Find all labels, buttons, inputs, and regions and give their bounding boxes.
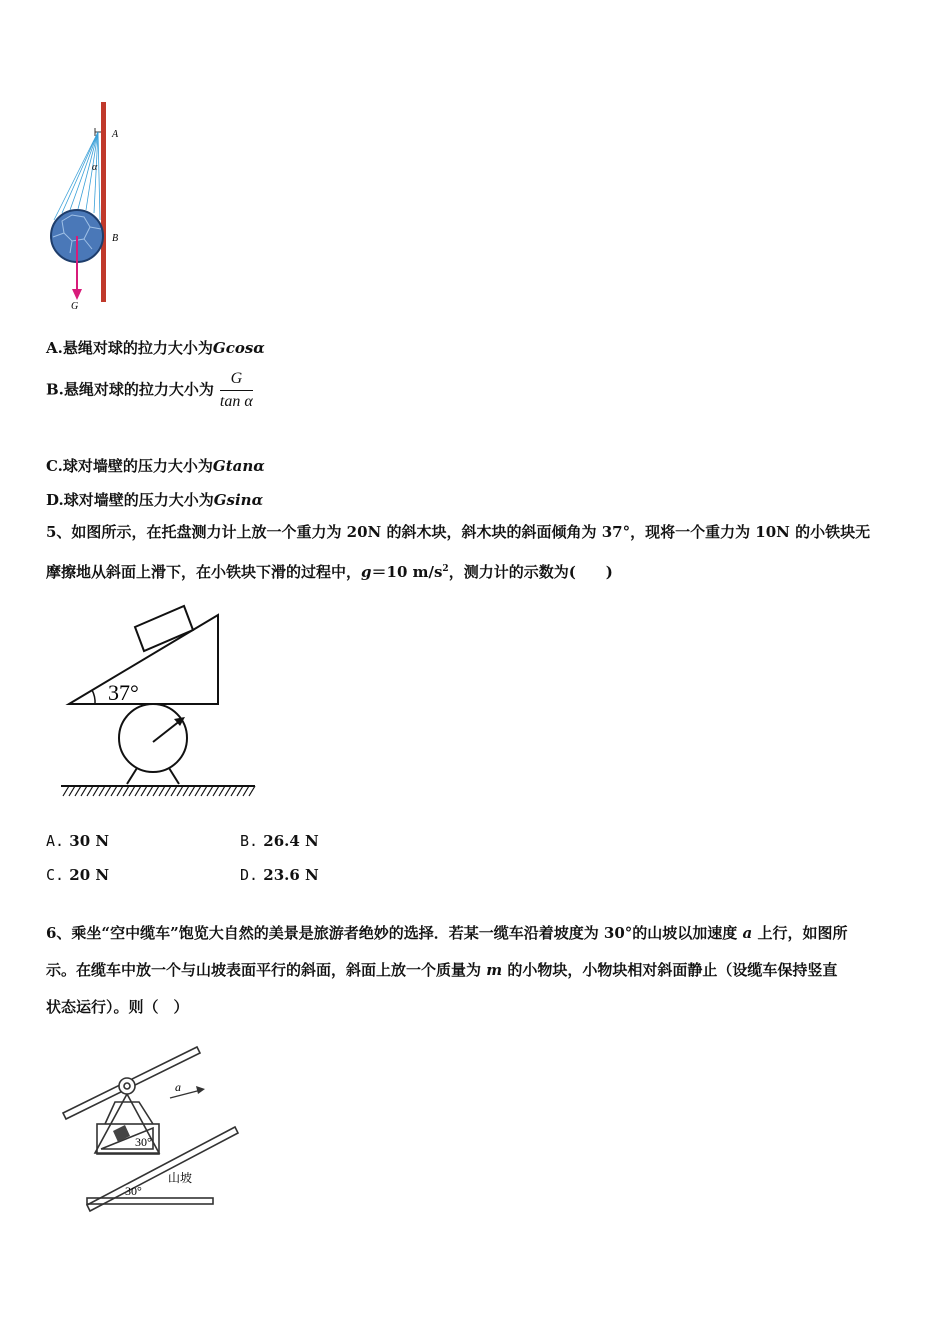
label-a: A <box>112 129 119 140</box>
hatch-mark <box>249 786 255 796</box>
hatch-mark <box>231 786 237 796</box>
accel-arrow <box>196 1086 205 1094</box>
wall <box>101 102 106 302</box>
hatch-mark <box>201 786 207 796</box>
scale-dial <box>119 704 187 772</box>
q5-option-d: D. 23.6 N <box>240 866 319 884</box>
q5-option-b: B. 26.4 N <box>240 832 319 850</box>
hatch-mark <box>213 786 219 796</box>
hatch-mark <box>99 786 105 796</box>
hatch-mark <box>165 786 171 796</box>
q4-option-a: A.悬绳对球的拉力大小为Gcosα <box>46 339 265 357</box>
hatch-mark <box>177 786 183 796</box>
angle-37: 37° <box>108 680 139 705</box>
incline-scale-figure <box>55 600 265 805</box>
inner-angle-label: 30° <box>135 1135 152 1149</box>
ground-hatching <box>63 786 255 796</box>
iron-block <box>135 606 193 651</box>
q5-stem: 5、如图所示，在托盘测力计上放一个重力为 20N 的斜木块，斜木块的斜面倾角为 37°，现将一个重力为 10N 的小铁块无 摩擦地从斜面上滑下，在小铁块下滑的过程中，g＝10 $m/s^2$，测力计的示数为( ) <box>46 523 871 581</box>
slope-angle-label: 30° <box>125 1184 142 1198</box>
hatch-mark <box>243 786 249 796</box>
q6-stem: 6、乘坐“空中缆车”饱览大自然的美景是旅游者绝妙的选择．若某一缆车沿着坡度为 30°的山坡以加速度 a 上行，如图所 示。在缆车中放一个与山坡表面平行的斜面，斜面上放一个质量为 m 的小物块，小物块相对斜面静止（设缆车保持竖直 状态运行）。则（ ） <box>46 924 848 1016</box>
label-g: G <box>71 301 79 312</box>
hatch-mark <box>195 786 201 796</box>
hatch-mark <box>171 786 177 796</box>
hatch-mark <box>69 786 75 796</box>
hatch-mark <box>117 786 123 796</box>
small-block <box>113 1125 130 1142</box>
net-strings <box>54 132 100 220</box>
hatch-mark <box>123 786 129 796</box>
hatch-mark <box>129 786 135 796</box>
hatch-mark <box>237 786 243 796</box>
slope-label: 山坡 <box>168 1171 193 1185</box>
hatch-mark <box>225 786 231 796</box>
wedge <box>69 615 218 704</box>
hatch-mark <box>183 786 189 796</box>
label-b: B <box>112 233 119 244</box>
label-alpha: α <box>92 162 98 173</box>
hatch-mark <box>207 786 213 796</box>
hatch-mark <box>141 786 147 796</box>
hatch-mark <box>63 786 69 796</box>
q4-option-d: D.球对墙壁的压力大小为Gsinα <box>46 491 264 509</box>
hatch-mark <box>75 786 81 796</box>
hatch-mark <box>189 786 195 796</box>
fraction-g-over-tan-alpha: $\frac{G}{\text{tan α}}$ <box>219 370 253 410</box>
ball-wall-figure <box>40 95 140 320</box>
hatch-mark <box>81 786 87 796</box>
hatch-mark <box>105 786 111 796</box>
hatch-mark <box>153 786 159 796</box>
hatch-mark <box>219 786 225 796</box>
cable-car-figure <box>55 1035 255 1215</box>
q4-option-b: B.悬绳对球的拉力大小为 $\frac{G}{\text{tan α}}$ <box>46 370 253 410</box>
hatch-mark <box>111 786 117 796</box>
hatch-mark <box>159 786 165 796</box>
hatch-mark <box>147 786 153 796</box>
q5-option-a: A. 30 N <box>46 832 110 850</box>
hatch-mark <box>93 786 99 796</box>
dial-pointer <box>153 720 181 742</box>
pulley <box>119 1078 135 1094</box>
accel-label: a <box>175 1080 181 1094</box>
q5-option-c: C. 20 N <box>46 866 110 884</box>
gravity-arrow <box>72 289 82 300</box>
hatch-mark <box>87 786 93 796</box>
hatch-mark <box>135 786 141 796</box>
q4-option-c: C.球对墙壁的压力大小为Gtanα <box>46 457 265 475</box>
